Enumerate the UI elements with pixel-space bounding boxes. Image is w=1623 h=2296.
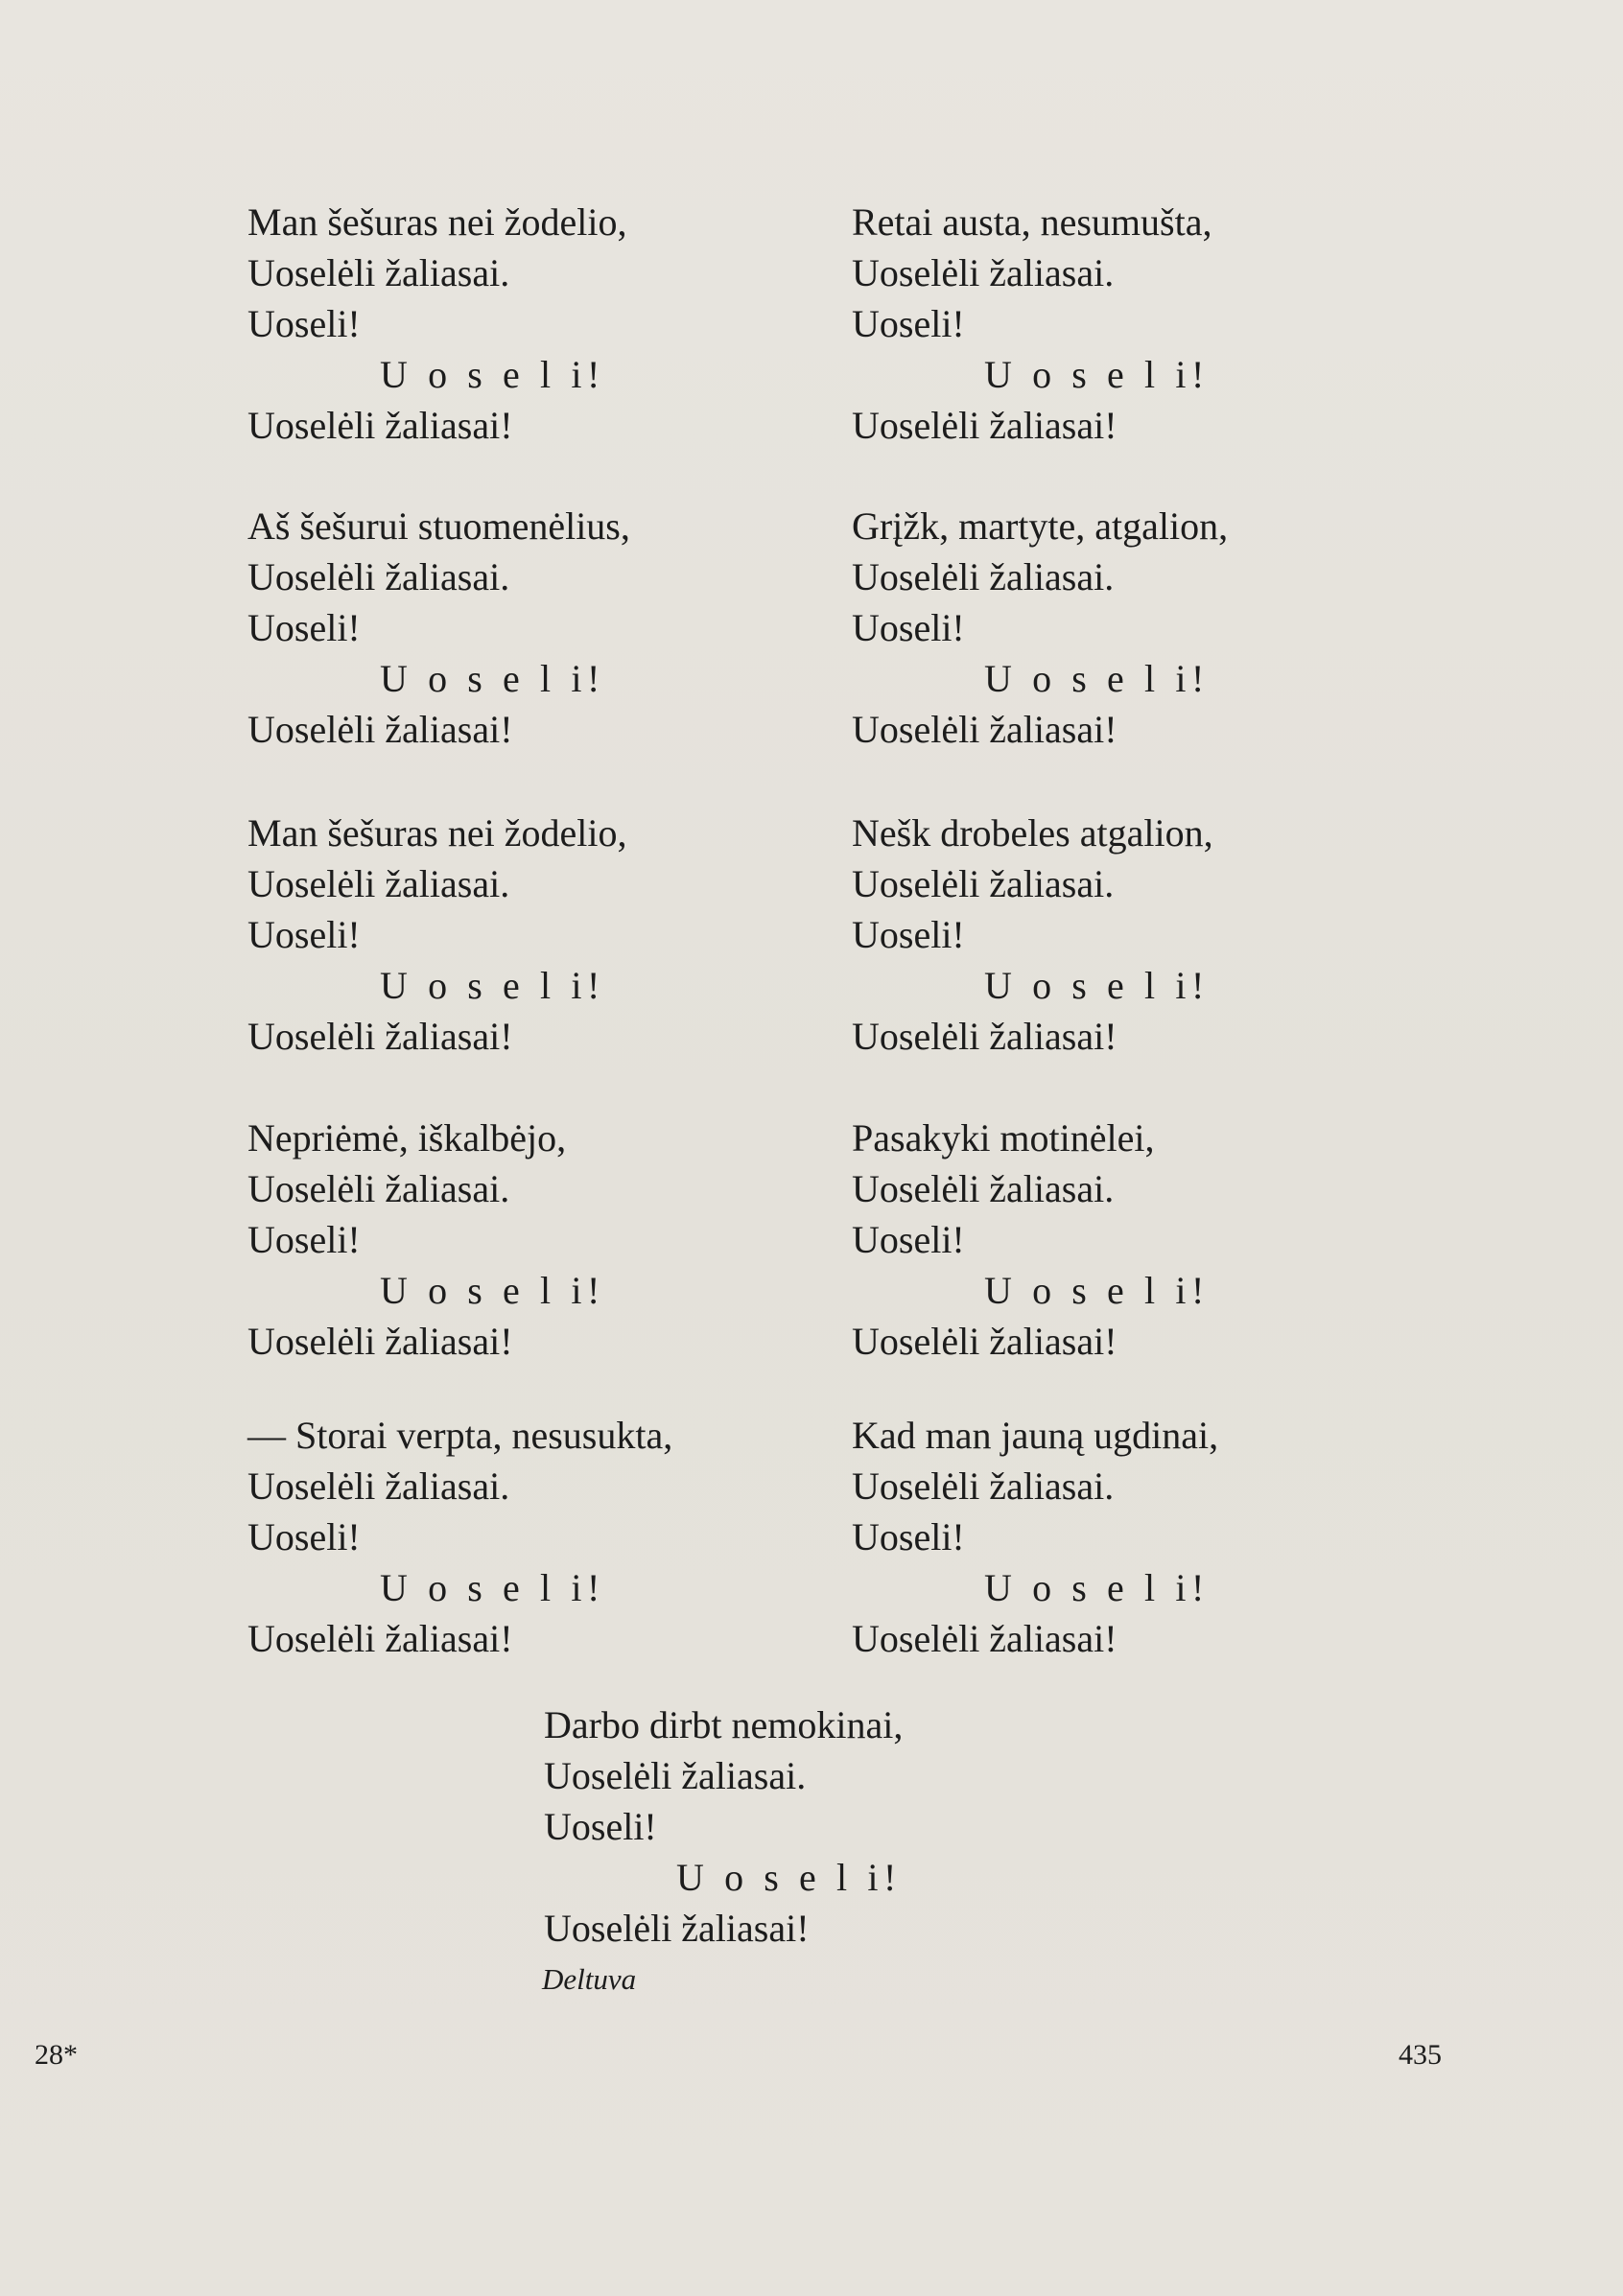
verse-line: Uoselėli žaliasai! — [247, 708, 513, 751]
verse-line: Uoselėli žaliasai! — [852, 1617, 1117, 1660]
verse-line: Uoselėli žaliasai! — [247, 1320, 513, 1363]
verse-line: — Storai verpta, nesusukta, — [247, 1414, 673, 1457]
verse-line: Uoselėli žaliasai! — [247, 1015, 513, 1058]
refrain-line: U o s e l i! — [380, 1566, 605, 1609]
stanza-right-5 — [852, 1410, 1218, 1664]
stanza-right-1 — [852, 197, 1211, 451]
stanza-left-1 — [247, 197, 626, 451]
verse-line: Uoseli! — [852, 302, 965, 345]
verse-line: Uoselėli žaliasai. — [247, 862, 510, 905]
verse-line: Uoseli! — [852, 606, 965, 649]
refrain-line: U o s e l i! — [984, 1566, 1210, 1609]
verse-line: Uoselėli žaliasai. — [852, 251, 1115, 294]
refrain-line: U o s e l i! — [984, 657, 1210, 700]
stanza-left-4 — [247, 1113, 605, 1367]
verse-line: Grįžk, martyte, atgalion, — [852, 504, 1229, 548]
verse-line: Uoselėli žaliasai! — [247, 1617, 513, 1660]
verse-line: Uoselėli žaliasai. — [852, 862, 1115, 905]
verse-line: Uoselėli žaliasai. — [247, 555, 510, 598]
verse-line: Uoselėli žaliasai! — [852, 404, 1117, 447]
refrain-line: U o s e l i! — [984, 353, 1210, 396]
verse-line: Uoselėli žaliasai. — [852, 1167, 1115, 1210]
verse-line: Man šešuras nei žodelio, — [247, 811, 627, 855]
verse-line: Uoselėli žaliasai! — [247, 404, 513, 447]
refrain-line: U o s e l i! — [380, 657, 605, 700]
verse-line: Uoseli! — [852, 1515, 965, 1558]
verse-line: Uoseli! — [247, 1515, 361, 1558]
verse-line: Pasakyki motinėlei, — [852, 1116, 1155, 1160]
refrain-line: U o s e l i! — [676, 1856, 902, 1899]
verse-line: Uoselėli žaliasai. — [544, 1754, 807, 1797]
verse-line: Retai austa, nesumušta, — [852, 200, 1212, 244]
verse-line: Uoselėli žaliasai. — [247, 1167, 510, 1210]
verse-line: Uoselėli žaliasai. — [247, 251, 510, 294]
verse-line: Uoseli! — [247, 606, 361, 649]
verse-line: Uoselėli žaliasai! — [852, 1320, 1117, 1363]
stanza-center — [544, 1699, 903, 1954]
verse-line: Uoselėli žaliasai! — [544, 1907, 810, 1950]
refrain-line: U o s e l i! — [984, 1269, 1210, 1312]
verse-line: Nešk drobeles atgalion, — [852, 811, 1213, 855]
place-of-record: Deltuva — [542, 1962, 637, 1996]
verse-line: Uoseli! — [544, 1805, 657, 1848]
stanza-left-3 — [247, 808, 626, 1062]
verse-line: Uoselėli žaliasai! — [852, 708, 1117, 751]
refrain-line: U o s e l i! — [380, 353, 605, 396]
verse-line: Uoseli! — [852, 913, 965, 956]
verse-line: Kad man jauną ugdinai, — [852, 1414, 1219, 1457]
refrain-line: U o s e l i! — [380, 964, 605, 1007]
stanza-left-2 — [247, 501, 630, 755]
verse-line: Darbo dirbt nemokinai, — [544, 1703, 904, 1746]
verse-line: Aš šešurui stuomenėlius, — [247, 504, 630, 548]
verse-line: Uoselėli žaliasai. — [247, 1464, 510, 1508]
signature-mark: 28* — [35, 2039, 78, 2071]
verse-line: Uoseli! — [247, 1218, 361, 1261]
verse-line: Uoselėli žaliasai. — [852, 1464, 1115, 1508]
stanza-right-3 — [852, 808, 1213, 1062]
verse-line: Uoseli! — [852, 1218, 965, 1261]
stanza-right-4 — [852, 1113, 1210, 1367]
verse-line: Nepriėmė, iškalbėjo, — [247, 1116, 567, 1160]
verse-line: Uoseli! — [247, 913, 361, 956]
page-number: 435 — [1399, 2039, 1442, 2071]
verse-line: Uoselėli žaliasai. — [852, 555, 1115, 598]
refrain-line: U o s e l i! — [984, 964, 1210, 1007]
verse-line: Man šešuras nei žodelio, — [247, 200, 627, 244]
refrain-line: U o s e l i! — [380, 1269, 605, 1312]
verse-line: Uoseli! — [247, 302, 361, 345]
verse-line: Uoselėli žaliasai! — [852, 1015, 1117, 1058]
stanza-left-5 — [247, 1410, 672, 1664]
stanza-right-2 — [852, 501, 1228, 755]
